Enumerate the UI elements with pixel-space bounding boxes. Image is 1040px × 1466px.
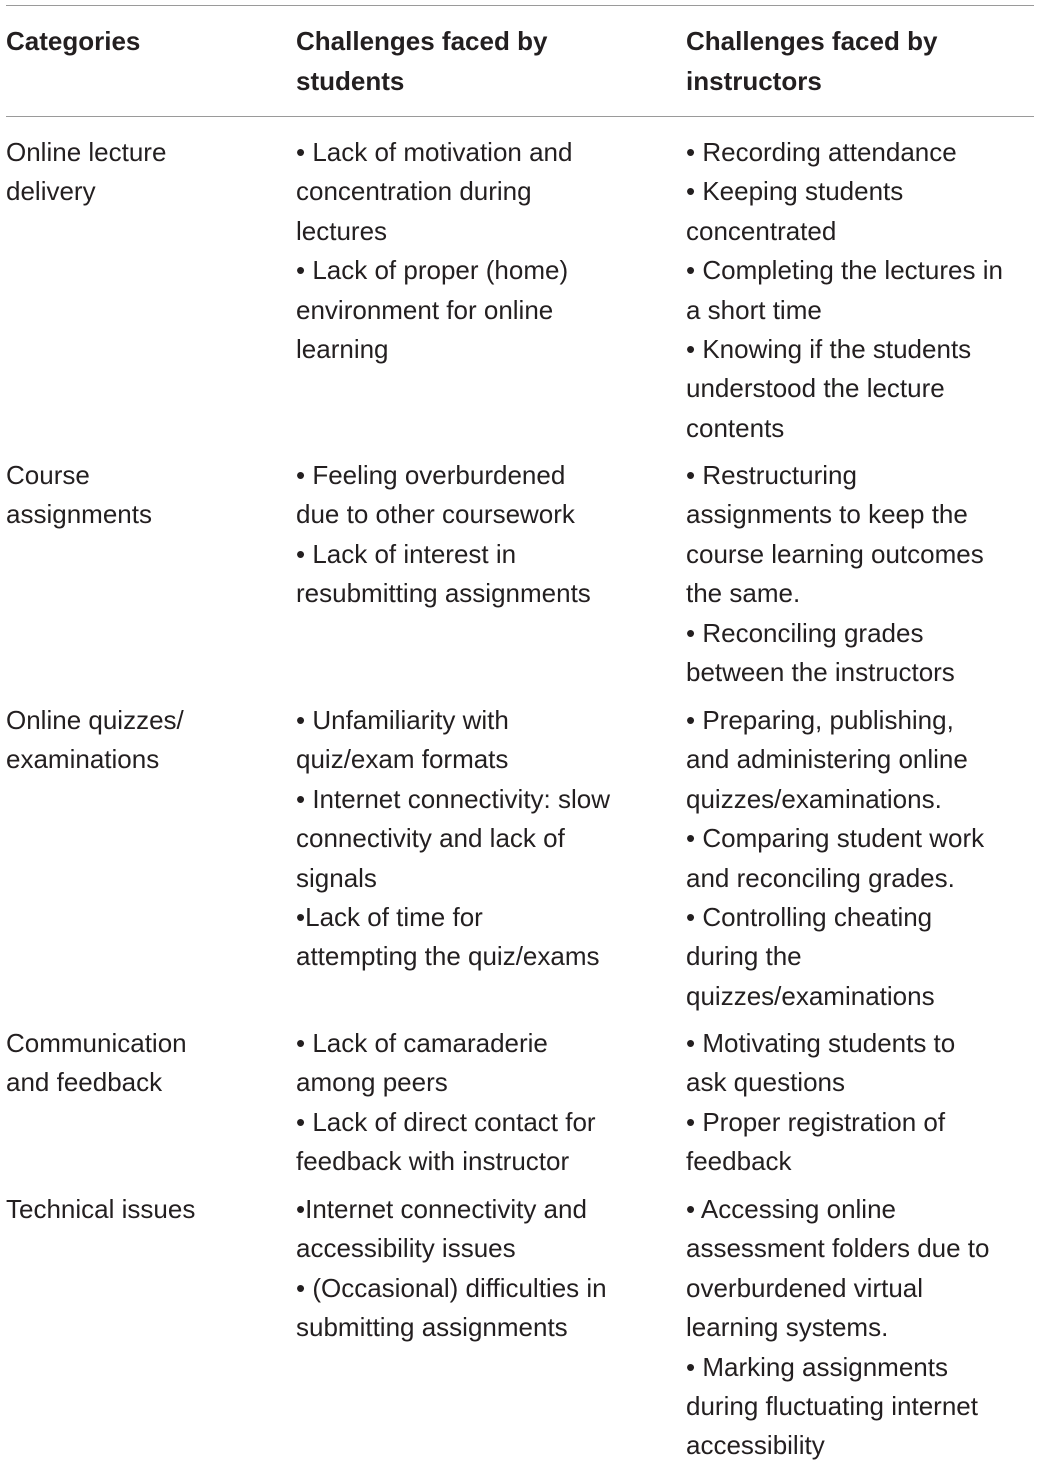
list-item: • Preparing, publishing, and administering online quizzes/examinations. bbox=[686, 705, 968, 814]
list-item: • Motivating students to ask questions bbox=[686, 1028, 956, 1098]
row-instructor-challenges bbox=[686, 133, 1040, 448]
row-category: Technical issues bbox=[6, 1194, 196, 1224]
list-item: • (Occasional) difficulties in submitting assignments bbox=[296, 1272, 607, 1343]
list-item: • Proper registration of feedback bbox=[686, 1106, 946, 1177]
list-item: • Reconciling grades between the instructors bbox=[686, 617, 955, 688]
list-item: • Lack of proper (home) environment for online learning bbox=[296, 255, 569, 365]
row-instructor-challenges bbox=[686, 456, 1040, 692]
row-student-challenges bbox=[296, 1024, 656, 1182]
list-item: • Lack of camaraderie among peers bbox=[296, 1028, 548, 1098]
row-category: Online lecture delivery bbox=[6, 137, 167, 207]
list-item: • Marking assignments during fluctuating internet accessibility bbox=[686, 1351, 978, 1461]
row-student-challenges bbox=[296, 133, 656, 369]
header-categories: Categories bbox=[6, 26, 141, 56]
list-item: • Feeling overburdened due to other coursework bbox=[296, 460, 575, 530]
list-item: •Internet connectivity and accessibility issues bbox=[296, 1194, 587, 1264]
row-instructor-challenges bbox=[686, 1190, 1040, 1466]
list-item: • Keeping students concentrated bbox=[686, 176, 904, 246]
table-top-rule bbox=[6, 5, 1034, 6]
row-instructor-challenges bbox=[686, 701, 1040, 1016]
list-item: • Controlling cheating during the quizzes/examinations bbox=[686, 902, 935, 1011]
header-students: Challenges faced by students bbox=[296, 26, 548, 96]
list-item: • Lack of direct contact for feedback with instructor bbox=[296, 1106, 596, 1177]
list-item: • Knowing if the students understood the lecture contents bbox=[686, 334, 972, 443]
list-item: • Restructuring assignments to keep the course learning outcomes the same. bbox=[686, 460, 984, 609]
row-instructor-challenges bbox=[686, 1024, 1040, 1182]
row-category: Communication and feedback bbox=[6, 1028, 187, 1098]
row-category: Online quizzes/ examinations bbox=[6, 705, 184, 775]
list-item: • Unfamiliarity with quiz/exam formats bbox=[296, 705, 509, 775]
table-header-rule bbox=[6, 116, 1034, 117]
list-item: • Accessing online assessment folders due to overburdened virtual learning systems. bbox=[686, 1194, 990, 1343]
list-item: • Completing the lectures in a short time bbox=[686, 255, 1003, 325]
list-item: • Lack of interest in resubmitting assignments bbox=[296, 538, 591, 609]
list-item: • Recording attendance bbox=[686, 137, 957, 167]
row-student-challenges bbox=[296, 456, 656, 614]
row-category: Course assignments bbox=[6, 460, 152, 530]
list-item: • Comparing student work and reconciling grades. bbox=[686, 823, 985, 893]
list-item: •Lack of time for attempting the quiz/exams bbox=[296, 902, 600, 972]
row-student-challenges bbox=[296, 1190, 656, 1348]
row-student-challenges bbox=[296, 701, 656, 977]
list-item: • Lack of motivation and concentration during lectures bbox=[296, 137, 573, 246]
list-item: • Internet connectivity: slow connectivity and lack of signals bbox=[296, 783, 611, 893]
header-instructors: Challenges faced by instructors bbox=[686, 26, 938, 96]
